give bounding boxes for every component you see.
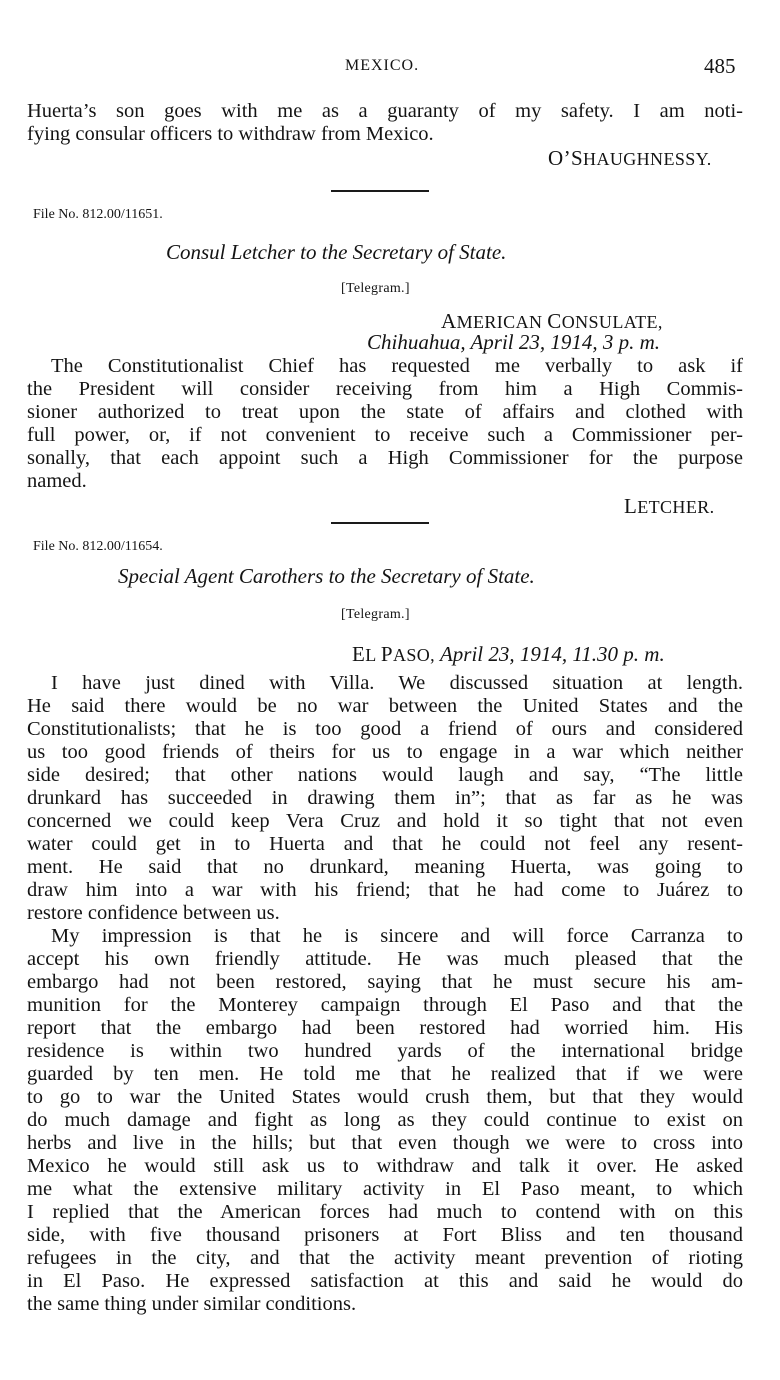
text-line: He said there would be no war between the United States and the bbox=[27, 695, 743, 717]
text-line: named. bbox=[27, 470, 87, 492]
text-line: embargo had not been restored, saying that he must secure his am- bbox=[27, 971, 743, 993]
text-line: I replied that the American forces had much to contend with on this bbox=[27, 1201, 743, 1223]
telegram-label: [Telegram.] bbox=[341, 281, 410, 296]
text-line: The Constitutionalist Chief has requested me verbally to ask if bbox=[51, 355, 743, 377]
section-divider bbox=[331, 190, 429, 192]
text-line: water could get in to Huerta and that he could not feel any resent- bbox=[27, 833, 743, 855]
text-line: concerned we could keep Vera Cruz and hold it so tight that not even bbox=[27, 810, 743, 832]
text-line: herbs and live in the hills; but that even though we were to cross into bbox=[27, 1132, 743, 1154]
text-line: report that the embargo had been restored had worried him. His bbox=[27, 1017, 743, 1039]
text-line: side, with five thousand prisoners at Fort Bliss and ten thousand bbox=[27, 1224, 743, 1246]
signature-letcher: LETCHER. bbox=[624, 494, 715, 518]
page-number: 485 bbox=[704, 54, 736, 78]
text-line: sioner authorized to treat upon the state of affairs and clothed with bbox=[27, 401, 743, 423]
text-line: ment. He said that no drunkard, meaning Huerta, was going to bbox=[27, 856, 743, 878]
text-line: side desired; that other nations would laugh and say, “The little bbox=[27, 764, 743, 786]
text-line: Huerta’s son goes with me as a guaranty of my safety. I am noti- bbox=[27, 100, 743, 122]
text-line: sonally, that each appoint such a High Commissioner for the purpose bbox=[27, 447, 743, 469]
text-line: munition for the Monterey campaign through El Paso and that the bbox=[27, 994, 743, 1016]
text-line: Constitutionalists; that he is too good a friend of ours and considered bbox=[27, 718, 743, 740]
signature-oshaughnessy: O’SHAUGHNESSY. bbox=[548, 146, 712, 170]
text-line: drunkard has succeeded in drawing them in”; that as far as he was bbox=[27, 787, 743, 809]
place-dateline: EL PASO, April 23, 1914, 11.30 p. m. bbox=[352, 642, 665, 666]
running-title: MEXICO. bbox=[345, 57, 420, 74]
text-line: guarded by ten men. He told me that he realized that if we were bbox=[27, 1063, 743, 1085]
text-line: My impression is that he is sincere and will force Carranza to bbox=[51, 925, 743, 947]
text-line: residence is within two hundred yards of the international bridge bbox=[27, 1040, 743, 1062]
file-number: File No. 812.00/11651. bbox=[33, 207, 163, 222]
text-line: draw him into a war with his friend; that he had come to Juárez to bbox=[27, 879, 743, 901]
document-heading: Special Agent Carothers to the Secretary of State. bbox=[118, 564, 535, 588]
text-line: restore confidence between us. bbox=[27, 902, 280, 924]
text-line: do much damage and fight as long as they could continue to exist on bbox=[27, 1109, 743, 1131]
telegram-label: [Telegram.] bbox=[341, 607, 410, 622]
text-line: in El Paso. He expressed satisfaction at this and said he would do bbox=[27, 1270, 743, 1292]
text-line: Mexico he would still ask us to withdraw and talk it over. He asked bbox=[27, 1155, 743, 1177]
text-line: I have just dined with Villa. We discussed situation at length. bbox=[51, 672, 743, 694]
file-number: File No. 812.00/11654. bbox=[33, 539, 163, 554]
text-line: fying consular officers to withdraw from Mexico. bbox=[27, 123, 434, 145]
section-divider bbox=[331, 522, 429, 524]
text-line: me what the extensive military activity in El Paso meant, to which bbox=[27, 1178, 743, 1200]
text-line: refugees in the city, and that the activity meant prevention of rioting bbox=[27, 1247, 743, 1269]
text-line: accept his own friendly attitude. He was much pleased that the bbox=[27, 948, 743, 970]
text-line: the same thing under similar conditions. bbox=[27, 1293, 357, 1315]
document-heading: Consul Letcher to the Secretary of State. bbox=[166, 240, 507, 264]
text-line: us too good friends of theirs for us to engage in a war which neither bbox=[27, 741, 743, 763]
text-line: to go to war the United States would crush them, but that they would bbox=[27, 1086, 743, 1108]
text-line: the President will consider receiving from him a High Commis- bbox=[27, 378, 743, 400]
dateline: Chihuahua, April 23, 1914, 3 p. m. bbox=[367, 330, 661, 354]
text-line: full power, or, if not convenient to receive such a Commissioner per- bbox=[27, 424, 743, 446]
place-line: AMERICAN CONSULATE, bbox=[441, 309, 663, 333]
